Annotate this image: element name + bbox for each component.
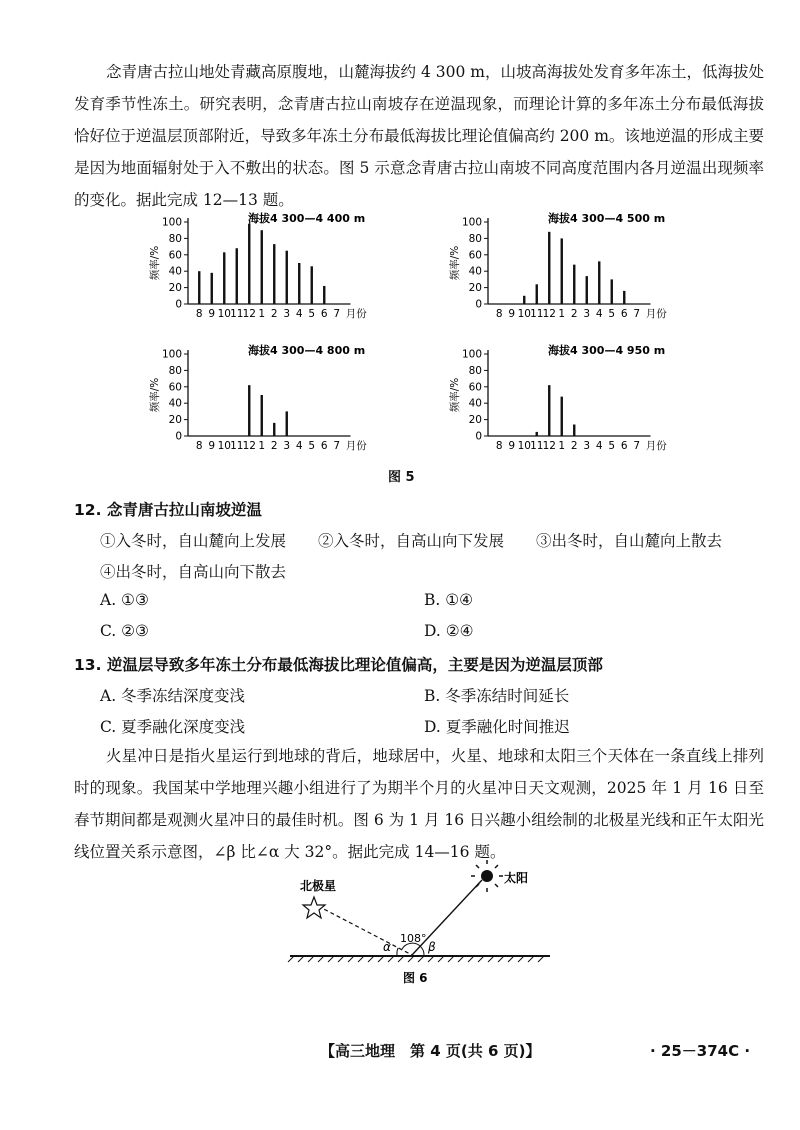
chart-svg-0	[140, 208, 367, 328]
y-axis-label: 频率/%	[449, 377, 461, 413]
x-tick-label: 9	[208, 440, 216, 452]
q13-option-c[interactable]: C. 夏季融化深度变浅	[100, 718, 246, 736]
x-tick-label: 10	[217, 308, 231, 320]
x-tick-label: 2	[270, 308, 278, 320]
y-tick-label: 0	[475, 430, 482, 443]
x-tick-label: 3	[283, 308, 291, 320]
y-tick-label: 20	[168, 282, 182, 295]
q12-item-2: ②入冬时，自高山向下发展	[318, 532, 505, 550]
y-tick-label: 60	[468, 249, 482, 262]
bar-11-month	[536, 432, 538, 436]
x-tick-label: 4	[295, 308, 303, 320]
y-tick-label: 0	[175, 430, 182, 443]
x-tick-label: 10	[517, 308, 531, 320]
bar-6-month	[623, 291, 625, 304]
y-tick-label: 0	[175, 298, 182, 311]
q12-option-a[interactable]: A. ①③	[100, 591, 149, 609]
fig5-caption: 图 5	[388, 470, 415, 485]
q12-item-1: ①入冬时，自山麓向上发展	[100, 532, 287, 550]
x-tick-label: 7	[333, 440, 341, 452]
x-tick-label: 9	[508, 440, 516, 452]
y-tick-label: 60	[468, 381, 482, 394]
bar-11-month	[536, 284, 538, 304]
x-tick-label: 8	[195, 308, 203, 320]
x-tick-label: 7	[633, 440, 641, 452]
angle-108-label: 108°	[400, 932, 427, 945]
x-tick-label: 7	[333, 308, 341, 320]
y-tick-label: 80	[168, 232, 182, 245]
y-tick-label: 60	[168, 381, 182, 394]
bar-1-month	[561, 397, 563, 436]
chart-4300-4400	[140, 208, 367, 332]
bar-12-month	[248, 224, 250, 304]
x-tick-label: 6	[320, 308, 328, 320]
chart-svg-3	[440, 340, 680, 460]
bar-6-month	[323, 286, 325, 304]
y-tick-label: 20	[168, 414, 182, 427]
bar-2-month	[573, 265, 575, 304]
x-tick-label: 9	[508, 308, 516, 320]
x-tick-label: 5	[308, 308, 316, 320]
x-tick-label: 3	[283, 440, 291, 452]
y-tick-label: 40	[168, 397, 182, 410]
x-tick-label: 4	[295, 440, 303, 452]
bar-2-month	[573, 425, 575, 436]
footer-page-label: 【高三地理 第 4 页(共 6 页)】	[320, 1042, 541, 1060]
y-tick-label: 0	[475, 298, 482, 311]
bar-11-month	[236, 248, 238, 304]
polaris-ray	[318, 906, 412, 955]
bar-1-month	[561, 238, 563, 304]
y-tick-label: 100	[161, 216, 182, 229]
y-tick-label: 80	[468, 364, 482, 377]
x-axis-label: 月份	[345, 440, 367, 452]
x-tick-label: 4	[595, 440, 603, 452]
y-axis-label: 频率/%	[149, 245, 161, 281]
bar-3-month	[286, 411, 288, 436]
y-tick-label: 100	[461, 216, 482, 229]
sun-label: 太阳	[504, 871, 529, 885]
figure-6	[280, 860, 560, 999]
x-tick-label: 12	[242, 440, 256, 452]
x-tick-label: 8	[495, 308, 503, 320]
chart-4300-4950	[440, 340, 680, 464]
bar-5-month	[611, 279, 613, 304]
x-tick-label: 6	[620, 440, 628, 452]
bar-3-month	[286, 251, 288, 304]
y-tick-label: 40	[468, 265, 482, 278]
chart-4300-4500	[440, 208, 680, 332]
q12-option-d[interactable]: D. ②④	[424, 622, 474, 640]
q13-option-b[interactable]: B. 冬季冻结时间延长	[424, 687, 570, 705]
x-tick-label: 5	[308, 440, 316, 452]
bar-5-month	[311, 266, 313, 304]
chart-title: 海拔4 300—4 800 m	[248, 344, 366, 357]
q12-item-3: ③出冬时，自山麓向上散去	[536, 532, 723, 550]
x-tick-label: 11	[230, 308, 244, 320]
bar-8-month	[198, 271, 200, 304]
x-tick-label: 12	[542, 308, 556, 320]
y-tick-label: 40	[468, 397, 482, 410]
bar-12-month	[548, 385, 550, 436]
x-tick-label: 6	[320, 440, 328, 452]
y-axis-label: 频率/%	[449, 245, 461, 281]
bar-2-month	[273, 423, 275, 436]
x-tick-label: 1	[558, 440, 566, 452]
x-tick-label: 2	[570, 308, 578, 320]
x-tick-label: 6	[620, 308, 628, 320]
chart-4300-4800	[140, 340, 367, 464]
q12-stem: 12. 念青唐古拉山南坡逆温	[74, 501, 262, 519]
beta-label: β	[428, 940, 436, 954]
bar-10-month	[523, 296, 525, 304]
x-tick-label: 10	[517, 440, 531, 452]
bar-4-month	[298, 263, 300, 304]
x-tick-label: 7	[633, 308, 641, 320]
x-tick-label: 5	[608, 440, 616, 452]
y-tick-label: 20	[468, 282, 482, 295]
q13-stem: 13. 逆温层导致多年冻土分布最低海拔比理论值偏高，主要是因为逆温层顶部	[74, 656, 603, 674]
x-tick-label: 10	[217, 440, 231, 452]
x-tick-label: 11	[230, 440, 244, 452]
y-tick-label: 40	[168, 265, 182, 278]
alpha-label: α	[383, 940, 391, 954]
y-tick-label: 80	[168, 364, 182, 377]
bar-2-month	[273, 244, 275, 304]
chart-title: 海拔4 300—4 950 m	[548, 344, 666, 357]
q12-option-c[interactable]: C. ②③	[100, 622, 149, 640]
x-tick-label: 1	[258, 308, 266, 320]
bar-1-month	[261, 230, 263, 304]
x-tick-label: 5	[608, 308, 616, 320]
y-tick-label: 80	[468, 232, 482, 245]
x-tick-label: 1	[558, 308, 566, 320]
q13-option-a[interactable]: A. 冬季冻结深度变浅	[100, 687, 246, 705]
bar-12-month	[548, 232, 550, 304]
x-tick-label: 4	[595, 308, 603, 320]
intro-paragraph-1: 念青唐古拉山地处青藏高原腹地，山麓海拔约 4 300 m，山坡高海拔处发育多年冻土，低海拔处发育季节性冻土。研究表明，念青唐古拉山南坡存在逆温现象，而理论计算的多年冻土分布最低海拔恰好位于逆温层顶部附近，导致多年冻土分布最低海拔比理论值偏高约 200 m。该地逆温的形成主要是因为地面辐射处于入不敷出的状态。图 5 示意念青唐古拉山南坡不同高度范围内各月逆温出现频率的变化。据此完成 12—13 题。	[74, 63, 764, 209]
q13-option-d[interactable]: D. 夏季融化时间推迟	[424, 718, 570, 736]
bar-10-month	[223, 252, 225, 304]
y-tick-label: 100	[161, 348, 182, 361]
x-tick-label: 1	[258, 440, 266, 452]
x-tick-label: 12	[242, 308, 256, 320]
chart-svg-2	[140, 340, 367, 460]
star-icon	[303, 897, 325, 918]
q12-option-b[interactable]: B. ①④	[424, 591, 474, 609]
x-tick-label: 2	[570, 440, 578, 452]
x-tick-label: 2	[270, 440, 278, 452]
chart-title: 海拔4 300—4 500 m	[548, 212, 666, 225]
alpha-arc	[397, 948, 398, 955]
q12-item-4: ④出冬时，自高山向下散去	[100, 563, 287, 581]
x-tick-label: 3	[583, 440, 591, 452]
x-tick-label: 9	[208, 308, 216, 320]
x-tick-label: 8	[195, 440, 203, 452]
y-tick-label: 100	[461, 348, 482, 361]
fig6-caption: 图 6	[403, 971, 428, 985]
x-axis-label: 月份	[645, 308, 667, 320]
bar-12-month	[248, 385, 250, 436]
y-tick-label: 20	[468, 414, 482, 427]
footer-code: · 25－374C ·	[650, 1042, 751, 1060]
x-axis-label: 月份	[345, 308, 367, 320]
x-tick-label: 11	[530, 308, 544, 320]
y-axis-label: 频率/%	[149, 377, 161, 413]
x-tick-label: 11	[530, 440, 544, 452]
x-axis-label: 月份	[645, 440, 667, 452]
bar-4-month	[598, 261, 600, 304]
chart-title: 海拔4 300—4 400 m	[248, 212, 366, 225]
bar-9-month	[211, 273, 213, 304]
x-tick-label: 8	[495, 440, 503, 452]
polaris-label: 北极星	[300, 879, 337, 893]
bar-3-month	[586, 276, 588, 304]
bar-1-month	[261, 395, 263, 436]
intro-paragraph-2: 火星冲日是指火星运行到地球的背后，地球居中，火星、地球和太阳三个天体在一条直线上排列时的现象。我国某中学地理兴趣小组进行了为期半个月的火星冲日天文观测，2025 年 1 月 16 日至春节期间都是观测火星冲日的最佳时机。图 6 为 1 月 16 日兴趣小组绘制的北极星光线和正午太阳光线位置关系示意图，∠β 比∠α 大 32°。据此完成 14—16 题。	[74, 747, 764, 861]
x-tick-label: 3	[583, 308, 591, 320]
x-tick-label: 12	[542, 440, 556, 452]
y-tick-label: 60	[168, 249, 182, 262]
beta-arc	[420, 946, 424, 955]
chart-svg-1	[440, 208, 680, 328]
